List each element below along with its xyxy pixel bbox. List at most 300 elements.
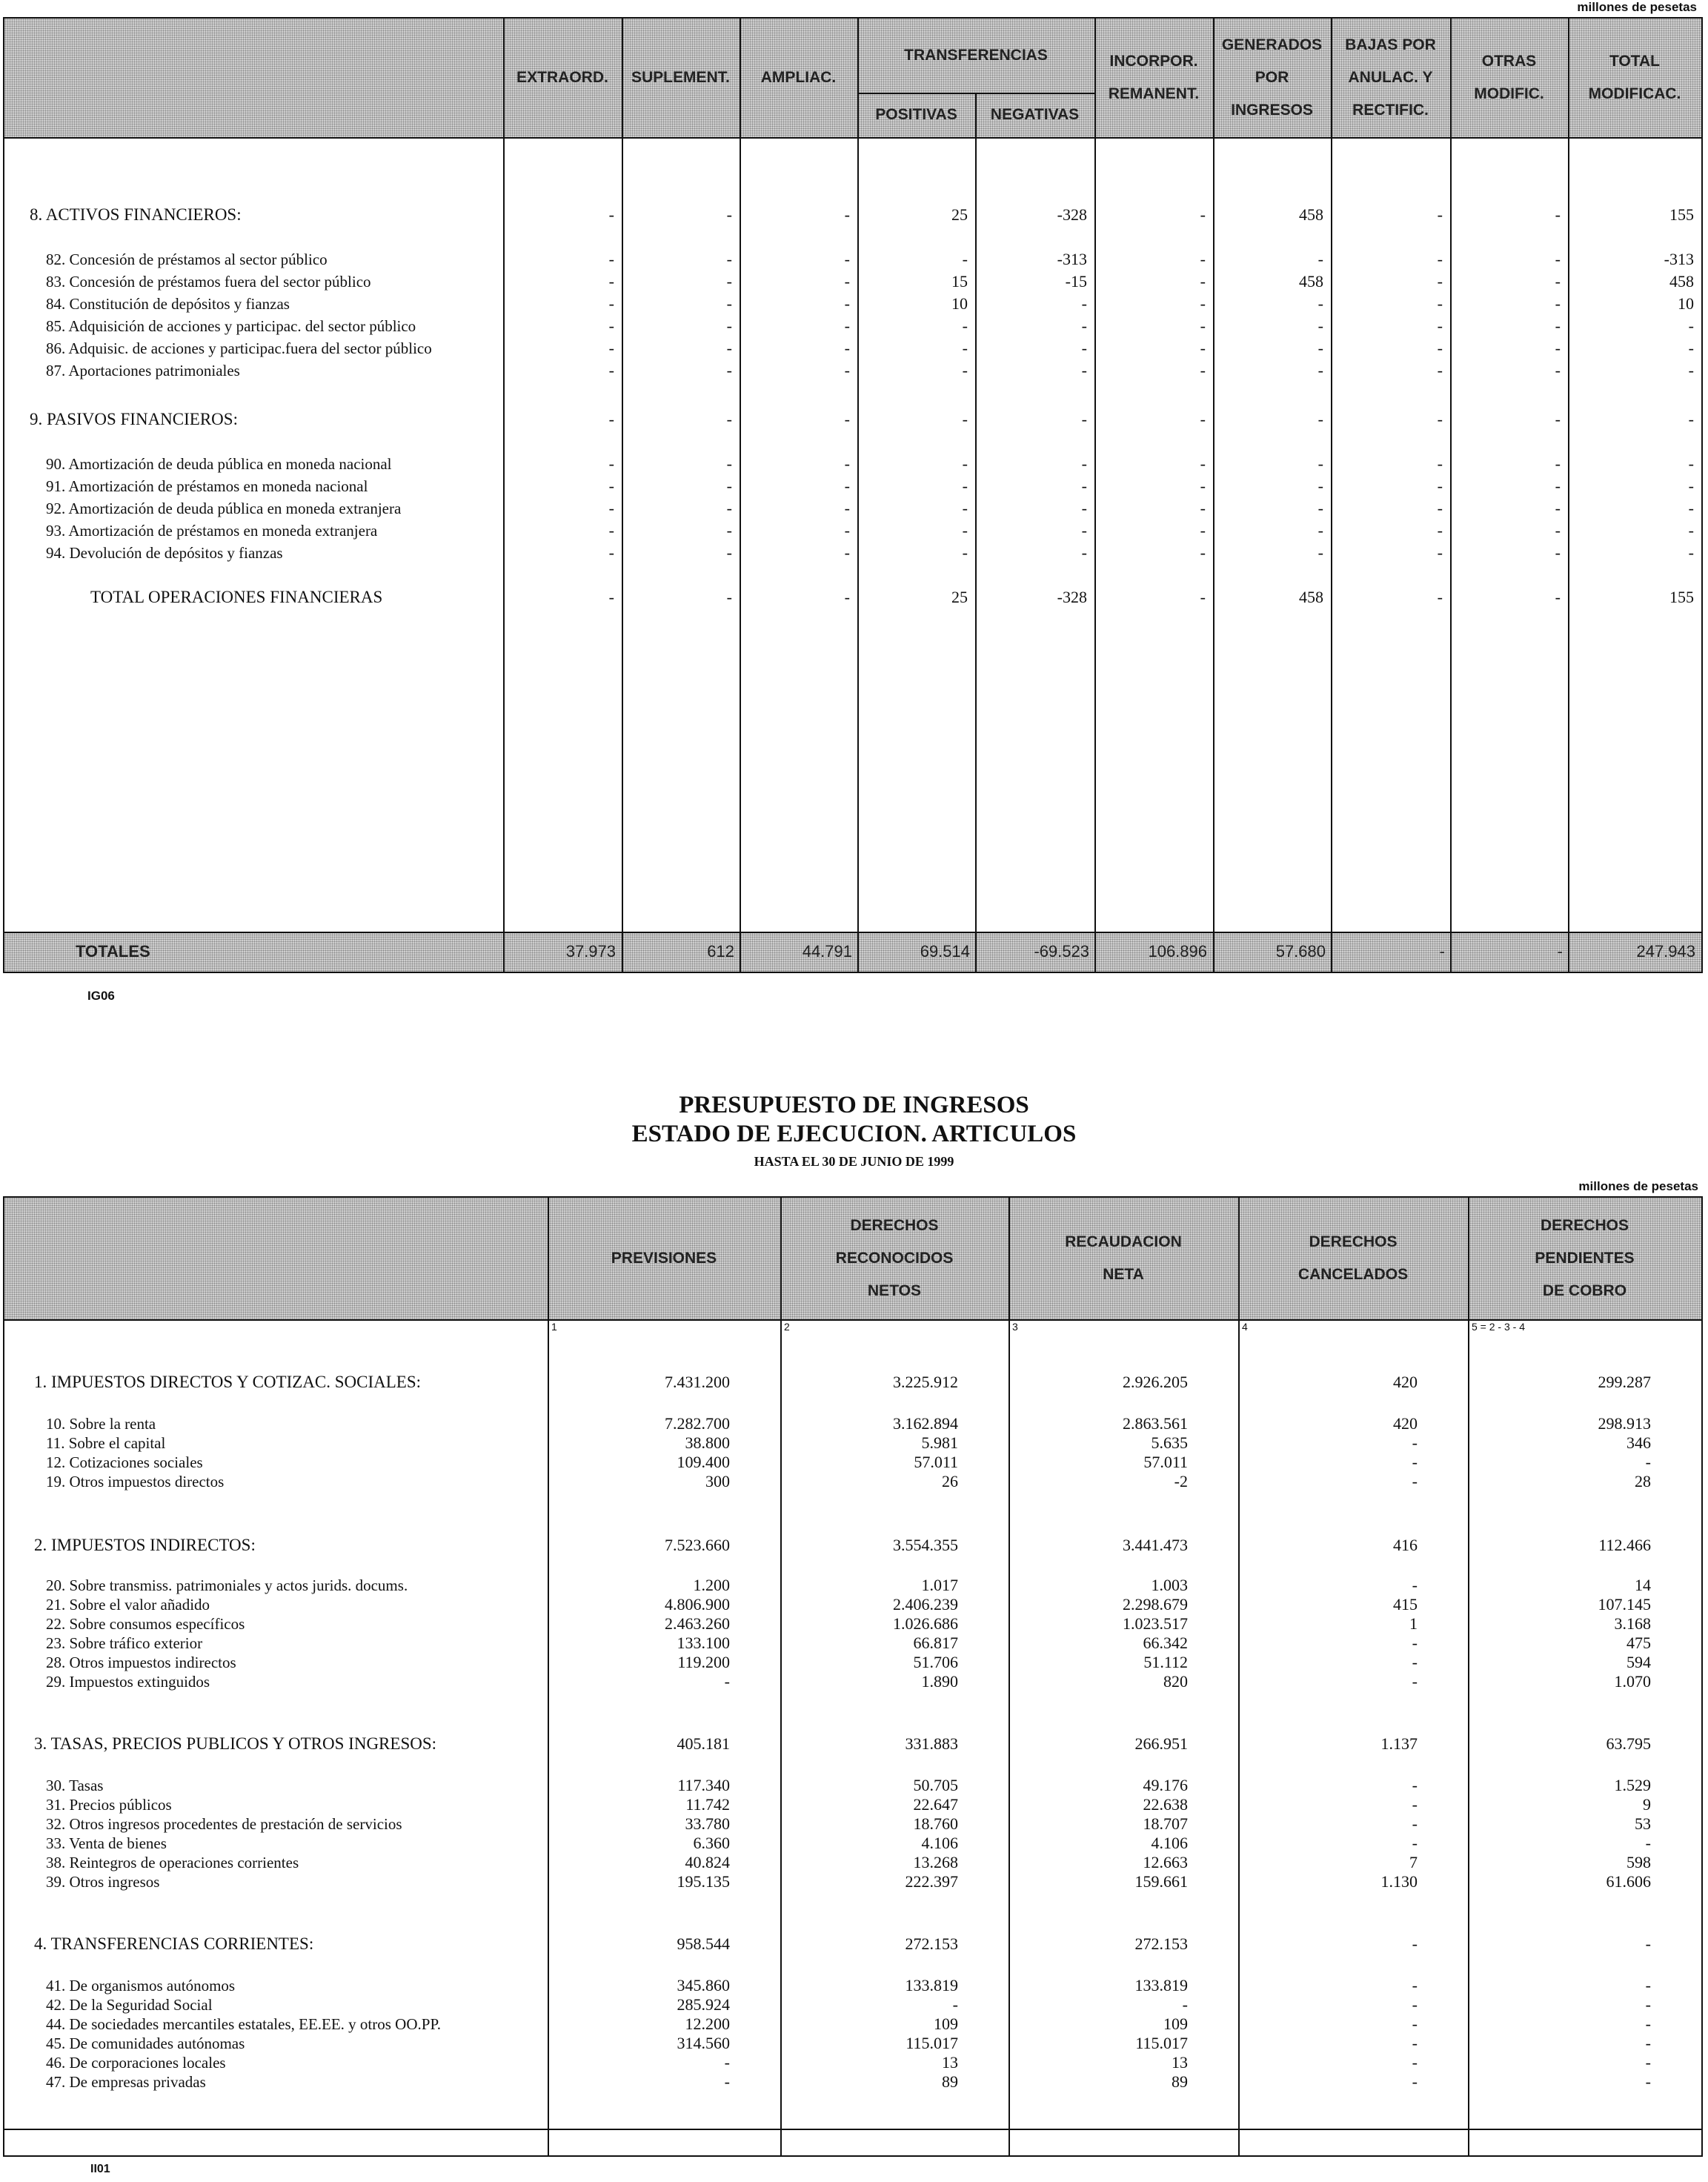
- header-otras: OTRAS MODIFIC.: [1474, 53, 1544, 102]
- row-value: -: [726, 250, 732, 268]
- row-value: -: [844, 543, 850, 562]
- row-value: -: [1081, 477, 1087, 495]
- row-value: 66.817: [913, 1634, 958, 1652]
- row-value: -: [1645, 2034, 1651, 2052]
- row-value: 109: [1163, 2014, 1188, 2033]
- row-value: 15: [951, 272, 968, 291]
- row-value: 38.800: [685, 1433, 730, 1452]
- row-label: 19. Otros impuestos directos: [46, 1473, 225, 1490]
- top-table: [3, 17, 1703, 973]
- row-value: -: [962, 250, 968, 268]
- row-label: 1. IMPUESTOS DIRECTOS Y COTIZAC. SOCIALES:: [34, 1373, 422, 1391]
- row-value: -: [844, 205, 850, 224]
- row-value: 1.200: [693, 1576, 730, 1594]
- row-value: -328: [1057, 205, 1087, 224]
- row-value: -: [1437, 588, 1443, 606]
- row-value: 49.176: [1143, 1776, 1188, 1794]
- table-row: [4, 1595, 1701, 1614]
- row-value: 300: [705, 1472, 730, 1490]
- row-value: 10: [951, 294, 968, 313]
- totals-value: 44.791: [802, 942, 852, 961]
- row-value: -: [1081, 294, 1087, 313]
- row-value: 22.638: [1143, 1795, 1188, 1814]
- row-value: -: [1200, 454, 1206, 473]
- row-value: -: [1437, 205, 1443, 224]
- row-value: 109: [934, 2014, 958, 2033]
- table-row: [4, 1814, 1701, 1834]
- row-value: 155: [1669, 588, 1694, 606]
- row-value: -: [1688, 339, 1694, 357]
- header-negativas: NEGATIVAS: [990, 106, 1080, 123]
- row-value: 7: [1409, 1853, 1418, 1871]
- row-label: 86. Adquisic. de acciones y participac.fuera del sector público: [46, 339, 432, 357]
- row-label: 84. Constitución de depósitos y fianzas: [46, 295, 290, 313]
- row-value: -: [726, 543, 732, 562]
- row-label: 39. Otros ingresos: [46, 1873, 160, 1891]
- table-row: [4, 1672, 1701, 1691]
- row-value: -: [1688, 499, 1694, 517]
- column-number: 5 = 2 - 3 - 4: [1472, 1321, 1525, 1333]
- table-row: [4, 2072, 1701, 2092]
- row-value: -: [1200, 477, 1206, 495]
- row-label: 12. Cotizaciones sociales: [46, 1453, 203, 1471]
- row-value: -: [1412, 1795, 1418, 1814]
- row-label: 28. Otros impuestos indirectos: [46, 1654, 236, 1671]
- row-value: -: [608, 339, 614, 357]
- row-value: -2: [1174, 1472, 1188, 1490]
- row-value: -: [844, 454, 850, 473]
- row-label: 92. Amortización de deuda pública en moneda extranjera: [46, 500, 402, 517]
- row-value: -: [1200, 588, 1206, 606]
- row-value: -: [1081, 543, 1087, 562]
- row-value: 1.026.686: [893, 1614, 958, 1633]
- row-value: -: [962, 361, 968, 379]
- row-value: -: [1555, 543, 1561, 562]
- row-value: 1.023.517: [1123, 1614, 1188, 1633]
- row-value: 1.017: [921, 1576, 958, 1594]
- top-units-label: millones de pesetas: [1577, 0, 1697, 14]
- row-value: 112.466: [1598, 1536, 1651, 1554]
- header-cancelados: DERECHOS CANCELADOS: [1297, 1233, 1409, 1283]
- totals-value: -: [1439, 942, 1445, 961]
- row-value: -313: [1664, 250, 1694, 268]
- table-row: [4, 1795, 1701, 1814]
- row-value: 28: [1635, 1472, 1651, 1490]
- row-value: -: [1412, 1672, 1418, 1691]
- row-label: 45. De comunidades autónomas: [46, 2035, 245, 2052]
- totals-value: -69.523: [1034, 942, 1089, 961]
- row-value: -: [962, 543, 968, 562]
- row-value: 22.647: [913, 1795, 958, 1814]
- row-label: 4. TRANSFERENCIAS CORRIENTES:: [34, 1934, 314, 1953]
- row-value: 13: [1172, 2053, 1188, 2072]
- row-value: -: [1200, 410, 1206, 428]
- row-value: -: [1555, 454, 1561, 473]
- row-value: -: [962, 477, 968, 495]
- group-row: [4, 1536, 1701, 1555]
- row-value: -: [1645, 2072, 1651, 2091]
- table-row: [4, 1872, 1701, 1891]
- row-value: 345.860: [677, 1976, 730, 1994]
- row-value: -: [1437, 272, 1443, 291]
- row-value: 26: [942, 1472, 958, 1490]
- row-value: 299.287: [1598, 1373, 1651, 1391]
- table-row: [4, 272, 1701, 291]
- row-value: 3.162.894: [893, 1414, 958, 1433]
- row-value: -: [1688, 316, 1694, 335]
- row-value: 155: [1669, 205, 1694, 224]
- row-value: -: [1437, 499, 1443, 517]
- row-value: -: [1688, 521, 1694, 540]
- row-value: 458: [1299, 205, 1323, 224]
- row-value: -: [1555, 361, 1561, 379]
- row-value: 195.135: [677, 1872, 730, 1891]
- row-value: 2.863.561: [1123, 1414, 1188, 1433]
- row-value: 57.011: [914, 1453, 958, 1471]
- row-value: -328: [1057, 588, 1087, 606]
- row-value: -: [962, 339, 968, 357]
- row-value: 4.106: [1151, 1834, 1188, 1852]
- row-value: -: [726, 339, 732, 357]
- row-value: -: [1317, 499, 1323, 517]
- totals-value: -: [1557, 942, 1563, 961]
- row-value: -: [1317, 410, 1323, 428]
- row-value: -: [844, 294, 850, 313]
- group-row: [4, 1934, 1701, 1954]
- header-ampliac: AMPLIAC.: [760, 69, 837, 86]
- row-value: 331.883: [905, 1734, 958, 1753]
- row-value: 57.011: [1143, 1453, 1188, 1471]
- row-label: 38. Reintegros de operaciones corrientes: [46, 1854, 299, 1871]
- row-value: -: [1437, 361, 1443, 379]
- row-value: 107.145: [1598, 1595, 1651, 1614]
- row-value: 89: [942, 2072, 958, 2091]
- row-value: 7.523.660: [665, 1536, 730, 1554]
- row-value: 10: [1678, 294, 1694, 313]
- row-value: -: [726, 588, 732, 606]
- totals-value: 106.896: [1148, 942, 1207, 961]
- row-value: -: [1645, 1453, 1651, 1471]
- header-derechos-reconocidos: DERECHOS RECONOCIDOS NETOS: [835, 1217, 954, 1299]
- row-value: -: [726, 316, 732, 335]
- row-value: -: [1412, 2053, 1418, 2072]
- row-value: -: [1317, 339, 1323, 357]
- row-value: -: [1437, 294, 1443, 313]
- table-row: [4, 1995, 1701, 2014]
- header-total: TOTAL MODIFICAC.: [1588, 53, 1681, 102]
- row-value: 222.397: [905, 1872, 958, 1891]
- header-transferencias: TRANSFERENCIAS: [904, 47, 1048, 64]
- row-value: 475: [1626, 1634, 1651, 1652]
- row-value: -: [844, 272, 850, 291]
- column-number: 3: [1012, 1321, 1018, 1333]
- row-value: -: [1412, 1576, 1418, 1594]
- header-pendientes: DERECHOS PENDIENTES DE COBRO: [1535, 1217, 1635, 1299]
- column-number: 1: [551, 1321, 557, 1333]
- row-value: 3.225.912: [893, 1373, 958, 1391]
- row-value: 420: [1393, 1414, 1418, 1433]
- table-row: [4, 477, 1701, 496]
- row-value: -: [962, 521, 968, 540]
- row-value: 5.981: [921, 1433, 958, 1452]
- header-bajas: BAJAS POR ANULAC. Y RECTIFIC.: [1345, 36, 1436, 119]
- row-label: 87. Aportaciones patrimoniales: [46, 362, 240, 379]
- row-value: 33.780: [685, 1814, 730, 1833]
- row-value: -: [1317, 361, 1323, 379]
- row-value: 1.890: [921, 1672, 958, 1691]
- header-extraord: EXTRAORD.: [516, 69, 608, 86]
- row-value: -: [1555, 339, 1561, 357]
- row-value: -: [1437, 521, 1443, 540]
- bottom-units-label: millones de pesetas: [1578, 1179, 1698, 1193]
- table-row: [4, 294, 1701, 314]
- row-value: -: [1081, 521, 1087, 540]
- row-value: -: [1437, 339, 1443, 357]
- row-value: -: [1688, 477, 1694, 495]
- group-row: [4, 1373, 1701, 1392]
- row-label: 90. Amortización de deuda pública en moneda nacional: [46, 455, 392, 473]
- row-value: -: [608, 294, 614, 313]
- row-value: -: [1437, 410, 1443, 428]
- table-row: [4, 1853, 1701, 1872]
- row-value: -: [844, 588, 850, 606]
- row-value: 51.706: [913, 1653, 958, 1671]
- row-value: -: [1412, 2072, 1418, 2091]
- row-value: -: [1555, 316, 1561, 335]
- row-label: 9. PASIVOS FINANCIEROS:: [30, 410, 238, 428]
- row-value: -: [844, 410, 850, 428]
- row-value: -: [1555, 499, 1561, 517]
- row-value: 4.806.900: [665, 1595, 730, 1614]
- row-value: 13: [942, 2053, 958, 2072]
- table-row: [4, 2014, 1701, 2034]
- row-value: -: [1200, 294, 1206, 313]
- row-label: 93. Amortización de préstamos en moneda extranjera: [46, 522, 378, 540]
- row-value: -: [1081, 410, 1087, 428]
- header-generados: GENERADOS POR INGRESOS: [1221, 36, 1323, 119]
- row-label: 29. Impuestos extinguidos: [46, 1673, 210, 1691]
- row-value: -: [724, 2053, 730, 2072]
- row-value: 458: [1299, 588, 1323, 606]
- row-value: -: [1437, 250, 1443, 268]
- row-value: -: [1437, 477, 1443, 495]
- row-value: -: [1555, 250, 1561, 268]
- row-label: 85. Adquisición de acciones y participac. del sector público: [46, 317, 416, 335]
- group-row: [4, 205, 1701, 225]
- row-value: -: [844, 250, 850, 268]
- row-value: -: [1200, 250, 1206, 268]
- row-value: 1.070: [1614, 1672, 1651, 1691]
- row-value: 12.200: [685, 2014, 730, 2033]
- row-value: -: [1081, 339, 1087, 357]
- row-value: 420: [1393, 1373, 1418, 1391]
- row-label: 21. Sobre el valor añadido: [46, 1596, 210, 1614]
- row-label: 31. Precios públicos: [46, 1796, 172, 1814]
- row-value: 598: [1626, 1853, 1651, 1871]
- row-label: 41. De organismos autónomos: [46, 1977, 236, 1994]
- row-value: -: [1200, 205, 1206, 224]
- row-value: -: [1645, 2053, 1651, 2072]
- row-value: 7.282.700: [665, 1414, 730, 1433]
- table-row: [4, 1614, 1701, 1634]
- total-row: [4, 588, 1701, 607]
- row-value: -: [608, 361, 614, 379]
- row-value: 958.544: [677, 1934, 730, 1953]
- row-value: 61.606: [1606, 1872, 1651, 1891]
- row-value: -: [1555, 294, 1561, 313]
- row-value: -: [1412, 2034, 1418, 2052]
- row-value: 2.298.679: [1123, 1595, 1188, 1614]
- row-value: 7.431.200: [665, 1373, 730, 1391]
- row-value: -: [1317, 294, 1323, 313]
- row-value: -: [1317, 477, 1323, 495]
- row-value: 820: [1163, 1672, 1188, 1691]
- row-value: 5.635: [1151, 1433, 1188, 1452]
- header-positivas: POSITIVAS: [875, 106, 957, 123]
- row-value: 3.441.473: [1123, 1536, 1188, 1554]
- row-value: 12.663: [1143, 1853, 1188, 1871]
- bottom-table: [3, 1196, 1703, 2157]
- row-value: 117.340: [677, 1776, 730, 1794]
- table-row: [4, 361, 1701, 380]
- row-value: -: [1317, 250, 1323, 268]
- row-value: 18.707: [1143, 1814, 1188, 1833]
- row-value: 415: [1393, 1595, 1418, 1614]
- table-row: [4, 316, 1701, 336]
- row-value: -: [1437, 316, 1443, 335]
- table-row: [4, 1433, 1701, 1453]
- row-value: 298.913: [1598, 1414, 1651, 1433]
- row-label: 46. De corporaciones locales: [46, 2054, 226, 2072]
- row-value: -: [1688, 361, 1694, 379]
- report-title-2: ESTADO DE EJECUCION. ARTICULOS: [631, 1121, 1077, 1147]
- row-value: -: [1645, 1976, 1651, 1994]
- row-value: -: [1412, 1472, 1418, 1490]
- row-value: -: [962, 454, 968, 473]
- row-value: 3.168: [1614, 1614, 1651, 1633]
- header-incorpor: INCORPOR. REMANENT.: [1108, 53, 1200, 102]
- row-value: -: [844, 361, 850, 379]
- table-row: [4, 521, 1701, 540]
- row-value: -: [1412, 1834, 1418, 1852]
- row-label: 83. Concesión de préstamos fuera del sector público: [46, 273, 371, 291]
- row-value: -: [1081, 316, 1087, 335]
- row-label: 82. Concesión de préstamos al sector público: [46, 251, 328, 268]
- row-value: -: [1412, 2014, 1418, 2033]
- row-value: -: [962, 316, 968, 335]
- row-value: 4.106: [921, 1834, 958, 1852]
- row-value: -: [1412, 1814, 1418, 1833]
- row-value: -: [726, 272, 732, 291]
- row-value: 13.268: [913, 1853, 958, 1871]
- row-value: -: [962, 499, 968, 517]
- row-value: -: [1200, 361, 1206, 379]
- row-value: 346: [1626, 1433, 1651, 1452]
- table-row: [4, 1472, 1701, 1491]
- row-value: 109.400: [677, 1453, 730, 1471]
- row-value: -: [844, 499, 850, 517]
- row-value: -: [726, 477, 732, 495]
- row-label: 47. De empresas privadas: [46, 2073, 206, 2091]
- row-value: -: [724, 1672, 730, 1691]
- table-row: [4, 2053, 1701, 2072]
- row-value: -: [726, 499, 732, 517]
- row-value: 25: [951, 205, 968, 224]
- row-value: 266.951: [1134, 1734, 1188, 1753]
- row-value: 458: [1669, 272, 1694, 291]
- header-recaudacion: RECAUDACION NETA: [1065, 1233, 1182, 1283]
- row-label: 11. Sobre el capital: [46, 1434, 166, 1452]
- row-value: -: [726, 454, 732, 473]
- row-value: -: [726, 361, 732, 379]
- row-value: -: [1688, 543, 1694, 562]
- row-value: 1.529: [1614, 1776, 1651, 1794]
- table-row: [4, 1453, 1701, 1472]
- row-value: -: [1688, 410, 1694, 428]
- row-value: 115.017: [1135, 2034, 1188, 2052]
- row-value: -: [608, 454, 614, 473]
- row-value: 40.824: [685, 1853, 730, 1871]
- row-value: -: [1182, 1995, 1188, 2014]
- row-value: -: [1412, 1934, 1418, 1953]
- totals-value: 247.943: [1636, 942, 1695, 961]
- report-subtitle: HASTA EL 30 DE JUNIO DE 1999: [754, 1154, 954, 1169]
- row-value: 63.795: [1606, 1734, 1651, 1753]
- row-value: 272.153: [905, 1934, 958, 1953]
- row-value: -: [608, 272, 614, 291]
- row-value: -: [608, 316, 614, 335]
- row-value: -: [608, 521, 614, 540]
- row-label: 2. IMPUESTOS INDIRECTOS:: [34, 1536, 256, 1554]
- row-value: 119.200: [677, 1653, 730, 1671]
- row-value: 594: [1626, 1653, 1651, 1671]
- row-value: -: [1555, 410, 1561, 428]
- row-value: -: [1200, 316, 1206, 335]
- row-value: -: [952, 1995, 958, 2014]
- table-row: [4, 454, 1701, 474]
- row-value: -: [962, 410, 968, 428]
- row-value: -: [1412, 1433, 1418, 1452]
- row-value: -: [1200, 521, 1206, 540]
- totals-label: TOTALES: [76, 942, 150, 961]
- table-row: [4, 339, 1701, 358]
- row-value: -: [608, 543, 614, 562]
- row-label: 32. Otros ingresos procedentes de prestación de servicios: [46, 1815, 402, 1833]
- row-value: 285.924: [677, 1995, 730, 2014]
- row-label: 3. TASAS, PRECIOS PUBLICOS Y OTROS INGRESOS:: [34, 1734, 437, 1753]
- table-row: [4, 1776, 1701, 1795]
- row-label: 10. Sobre la renta: [46, 1415, 156, 1433]
- row-value: 89: [1172, 2072, 1188, 2091]
- header-suplement: SUPLEMENT.: [631, 69, 730, 86]
- row-value: -: [1317, 543, 1323, 562]
- row-value: 66.342: [1143, 1634, 1188, 1652]
- row-label: TOTAL OPERACIONES FINANCIERAS: [90, 588, 383, 606]
- row-value: 1: [1409, 1614, 1418, 1633]
- row-value: -: [844, 316, 850, 335]
- row-value: 2.463.260: [665, 1614, 730, 1633]
- row-label: 30. Tasas: [46, 1777, 104, 1794]
- row-value: 159.661: [1134, 1872, 1188, 1891]
- row-value: 133.100: [677, 1634, 730, 1652]
- row-value: -: [608, 499, 614, 517]
- row-value: -: [1645, 1834, 1651, 1852]
- row-value: -: [726, 410, 732, 428]
- row-value: -: [1412, 1976, 1418, 1994]
- row-value: -: [1555, 521, 1561, 540]
- row-label: 42. De la Seguridad Social: [46, 1996, 213, 2014]
- row-label: 22. Sobre consumos específicos: [46, 1615, 245, 1633]
